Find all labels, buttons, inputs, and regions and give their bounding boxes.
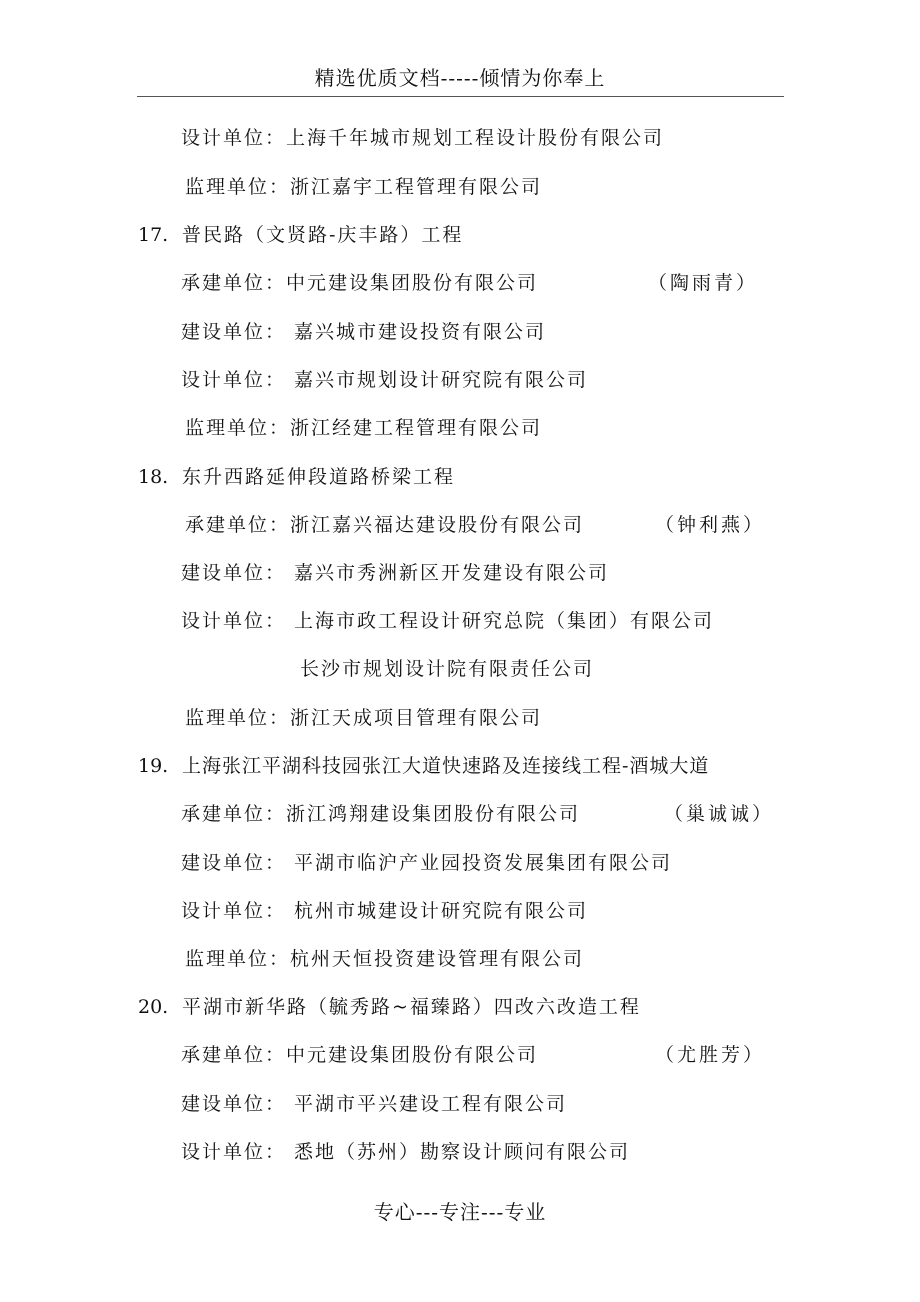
page-header: 精选优质文档-----倾情为你奉上 — [314, 66, 606, 90]
project-title: 东升西路延伸段道路桥梁工程 — [182, 466, 456, 488]
designer-line-continued: 长沙市规划设计院有限责任公司 — [300, 658, 595, 680]
contact-person: （尤胜芳） — [655, 1044, 766, 1066]
contractor-line: 承建单位：中元建设集团股份有限公司 — [181, 1044, 539, 1066]
designer-line: 设计单位： 嘉兴市规划设计研究院有限公司 — [181, 369, 589, 391]
supervisor-line: 监理单位：浙江经建工程管理有限公司 — [185, 417, 543, 439]
builder-line: 建设单位： 嘉兴城市建设投资有限公司 — [181, 321, 547, 343]
contractor-line: 承建单位：浙江嘉兴福达建设股份有限公司 — [185, 514, 585, 536]
project-number: 19. — [138, 755, 169, 777]
designer-line: 设计单位： 杭州市城建设计研究院有限公司 — [181, 900, 589, 922]
project-title: 平湖市新华路（毓秀路~福臻路）四改六改造工程 — [182, 996, 641, 1018]
project-number: 17. — [138, 224, 169, 246]
contact-person: （巢诚诚） — [664, 803, 775, 825]
designer-line: 设计单位： 上海市政工程设计研究总院（集团）有限公司 — [181, 610, 715, 632]
contractor-line: 承建单位：浙江鸿翔建设集团股份有限公司 — [181, 803, 581, 825]
project-number: 18. — [138, 466, 169, 488]
builder-line: 建设单位： 平湖市临沪产业园投资发展集团有限公司 — [181, 852, 673, 874]
project-19-heading — [138, 751, 709, 778]
builder-line: 建设单位： 平湖市平兴建设工程有限公司 — [181, 1093, 568, 1115]
project-18-heading — [138, 462, 455, 489]
contractor-line: 承建单位：中元建设集团股份有限公司 — [181, 272, 539, 294]
contact-person: （钟利燕） — [655, 514, 766, 536]
contact-person: （陶雨青） — [648, 272, 759, 294]
project-title: 普民路（文贤路-庆丰路）工程 — [182, 224, 464, 246]
designer-line: 设计单位：上海千年城市规划工程设计股份有限公司 — [181, 127, 665, 149]
designer-line: 设计单位： 悉地（苏州）勘察设计顾问有限公司 — [181, 1141, 631, 1163]
supervisor-line: 监理单位：杭州天恒投资建设管理有限公司 — [185, 948, 585, 970]
supervisor-line: 监理单位：浙江天成项目管理有限公司 — [185, 707, 543, 729]
header-divider — [137, 96, 784, 97]
builder-line: 建设单位： 嘉兴市秀洲新区开发建设有限公司 — [181, 562, 610, 584]
project-title: 上海张江平湖科技园张江大道快速路及连接线工程-酒城大道 — [182, 755, 710, 777]
page-footer: 专心---专注---专业 — [373, 1200, 547, 1224]
project-17-heading — [138, 220, 463, 247]
supervisor-line: 监理单位：浙江嘉宇工程管理有限公司 — [185, 176, 543, 198]
project-20-heading — [138, 992, 641, 1019]
project-number: 20. — [138, 996, 169, 1018]
